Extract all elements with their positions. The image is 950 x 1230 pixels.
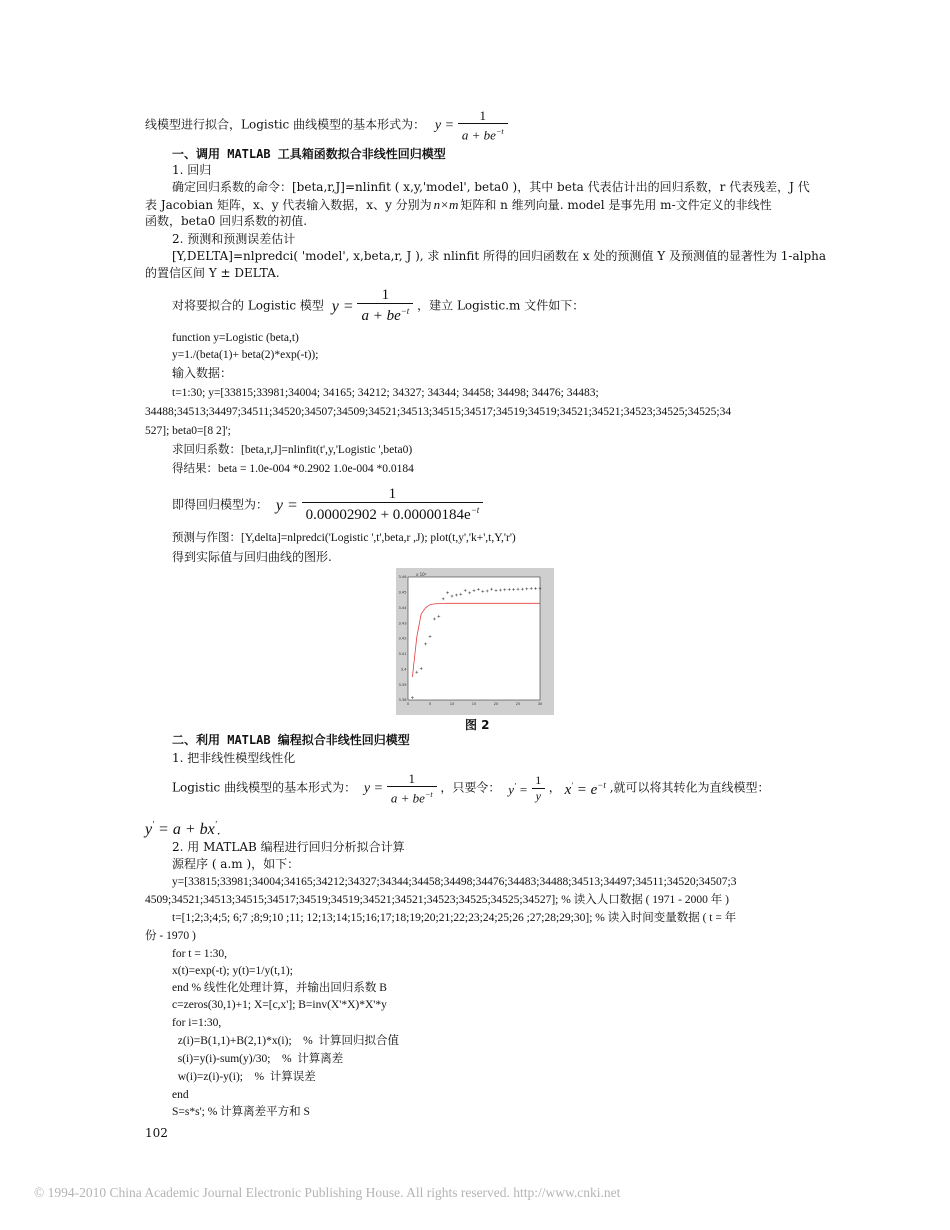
section-heading-1: 一、调用 MATLAB 工具箱函数拟合非线性回归模型 bbox=[172, 147, 446, 161]
x-tick-label: 15 bbox=[471, 702, 477, 706]
intro-line bbox=[145, 108, 508, 142]
y-tick-label: 3.41 bbox=[398, 652, 407, 657]
y-tick-label: 3.46 bbox=[398, 575, 407, 580]
code-for-t: for t = 1:30, bbox=[172, 948, 228, 960]
y-tick-label: 3.38 bbox=[398, 698, 407, 703]
section-heading-2: 二、利用 MATLAB 编程拟合非线性回归模型 bbox=[172, 733, 410, 747]
linearize-line: Logistic 曲线模型的基本形式为： y = $\frac{1}{a + be^{-t}}$ ，只要令： y' = $\frac{1}{y}$ ， $x' = e^{-t}$ ,就可以将其转化为直线模型： bbox=[172, 771, 770, 806]
code-x-y-transform: x(t)=exp(-t); y(t)=1/y(t,1); bbox=[172, 965, 293, 977]
regression-model-formula: $\frac{1}{0.00002902 + 0.00000184e^{-t}}$ bbox=[302, 487, 484, 523]
para-nlinfit-1: 确定回归系数的命令：[beta,r,J]=nlinfit ( x,y,'model', beta0 )，其中 beta 代表估计出的回归系数，r 代表残差，J 代 bbox=[172, 180, 810, 194]
code-result-beta: 得结果：beta = 1.0e-004 *0.2902 1.0e-004 *0.0184 bbox=[172, 463, 414, 475]
logistic-formula-1: $\frac{1}{a + be^{-t}}$ bbox=[458, 108, 508, 142]
y-prime-symbol: y' = bbox=[508, 782, 528, 798]
y-prime-formula: $\frac{1}{y}$ bbox=[532, 773, 545, 804]
code-data-2: 34488;34513;34497;34511;34520;34507;34509;34521;34513;34515;34517;34519;34519;34521;34521;34523;34525;34525;34 bbox=[145, 406, 732, 418]
code-deviation: s(i)=y(i)-sum(y)/30; % 计算离差 bbox=[172, 1053, 344, 1065]
formula-y-eq: y = bbox=[434, 117, 455, 133]
code-end-2: end bbox=[172, 1089, 189, 1101]
para-logistic-model: 对将要拟合的 Logistic 模型 y = $\frac{1}{a + be^{-t}}$ ，建立 Logistic.m 文件如下： bbox=[172, 287, 585, 324]
code-error: w(i)=z(i)-y(i); % 计算误差 bbox=[172, 1071, 316, 1083]
code-for-i: for i=1:30, bbox=[172, 1017, 222, 1029]
y-tick-label: 3.44 bbox=[398, 605, 407, 610]
regression-model-line: 即得回归模型为： y = $\frac{1}{0.00002902 + 0.00000184e^{-t}}$ bbox=[172, 487, 483, 523]
code-regression-B: c=zeros(30,1)+1; X=[c,x']; B=inv(X'*X)*X'*y bbox=[172, 999, 387, 1011]
n-times-m-symbol: n×m bbox=[433, 197, 459, 212]
source-program-label: 源程序 ( a.m )，如下： bbox=[172, 857, 300, 871]
y-tick-label: 3.4 bbox=[400, 667, 407, 672]
y-tick-label: 3.39 bbox=[398, 682, 407, 687]
fit-chart bbox=[396, 568, 554, 715]
figure-2 bbox=[396, 568, 554, 715]
intro-text: 线模型进行拟合，Logistic 曲线模型的基本形式为： bbox=[145, 117, 426, 132]
logistic-formula-3: $\frac{1}{a + be^{-t}}$ bbox=[387, 771, 437, 805]
x-tick-label: 0 bbox=[406, 702, 410, 706]
subsection-matlab-program: 2. 用 MATLAB 编程进行回归分析拟合计算 bbox=[172, 840, 405, 854]
code-function-body: y=1./(beta(1)+ beta(2)*exp(-t)); bbox=[172, 349, 319, 361]
code-sum-squares: S=s*s'; % 计算离差平方和 S bbox=[172, 1106, 310, 1118]
linear-model-line: y' = a + bx'. bbox=[145, 820, 221, 839]
code-t-data-1: t=[1;2;3;4;5; 6;7 ;8;9;10 ;11; 12;13;14;15;16;17;18;19;20;21;22;23;24;25;26 ;27;28;29;30]; % 读入时间变量数据 ( t = 年 bbox=[172, 912, 737, 924]
para-nlpredci-1: [Y,DELTA]=nlpredci( 'model', x,beta,r, J ), 求 nlinfit 所得的回归函数在 x 处的预测值 Y 及预测值的显著性为 1-alpha bbox=[172, 249, 827, 263]
text-figure-intro: 得到实际值与回归曲线的图形. bbox=[172, 550, 332, 564]
para-nlinfit-2: 表 Jacobian 矩阵，x、y 代表输入数据，x、y 分别为 n×m 矩阵和 n 维列向量. model 是事先用 m-文件定义的非线性 bbox=[145, 197, 772, 212]
exponent-label: x 10⁴ bbox=[416, 572, 427, 577]
x-tick-label: 5 bbox=[428, 702, 432, 706]
code-data-1: t=1:30; y=[33815;33981;34004; 34165; 34212; 34327; 34344; 34458; 34498; 34476; 34483; bbox=[172, 387, 599, 399]
x-tick-label: 10 bbox=[449, 702, 455, 706]
code-y-data-1: y=[33815;33981;34004;34165;34212;34327;34344;34458;34498;34476;34483;34488;34513;34497;34511;34520;34507;3 bbox=[172, 876, 737, 888]
figure-caption: 图 2 bbox=[465, 718, 490, 732]
linear-model-formula: y' = a + bx' bbox=[145, 820, 217, 839]
code-data-3: 527]; beta0=[8 2]'; bbox=[145, 425, 231, 437]
y-tick-label: 3.42 bbox=[398, 636, 407, 641]
copyright-footer: © 1994-2010 China Academic Journal Electronic Publishing House. All rights reserved. http://www.cnki.net bbox=[34, 1185, 621, 1200]
x-tick-label: 20 bbox=[493, 702, 499, 706]
para-nlpredci-2: 的置信区间 Y ± DELTA. bbox=[145, 266, 280, 280]
code-nlinfit-call: 求回归系数：[beta,r,J]=nlinfit(t',y,'Logistic ',beta0) bbox=[172, 444, 413, 456]
y-tick-label: 3.45 bbox=[398, 590, 407, 595]
x-tick-label: 30 bbox=[537, 702, 543, 706]
logistic-formula-2: $\frac{1}{a + be^{-t}}$ bbox=[357, 288, 413, 324]
subsection-prediction: 2. 预测和预测误差估计 bbox=[172, 232, 296, 246]
subsection-regression: 1. 回归 bbox=[172, 163, 212, 177]
page-number: 102 bbox=[145, 1126, 168, 1140]
plot-area bbox=[408, 577, 540, 700]
code-y-data-2: 4509;34521;34513;34515;34517;34519;34519;34521;34521;34523;34525;34525;34527]; % 读入人口数据 ( 1971 - 2000 年 ) bbox=[145, 894, 729, 906]
code-fit-value: z(i)=B(1,1)+B(2,1)*x(i); % 计算回归拟合值 bbox=[172, 1035, 399, 1047]
subsection-linearize: 1. 把非线性模型线性化 bbox=[172, 751, 296, 765]
code-predict-plot: 预测与作图：[Y,delta]=nlpredci('Logistic ',t',beta,r ,J); plot(t,y','k+',t,Y,'r') bbox=[172, 532, 516, 544]
x-tick-label: 25 bbox=[515, 702, 521, 706]
code-end-1: end % 线性化处理计算，并输出回归系数 B bbox=[172, 982, 387, 994]
code-function-def: function y=Logistic (beta,t) bbox=[172, 332, 299, 344]
y-tick-label: 3.43 bbox=[398, 621, 407, 626]
para-nlinfit-3: 函数，beta0 回归系数的初值. bbox=[145, 214, 308, 228]
label-input-data: 输入数据： bbox=[172, 366, 233, 380]
code-t-data-2: 份 - 1970 ) bbox=[145, 930, 196, 942]
x-prime-formula: $x' = e^{-t}$ bbox=[564, 780, 606, 799]
